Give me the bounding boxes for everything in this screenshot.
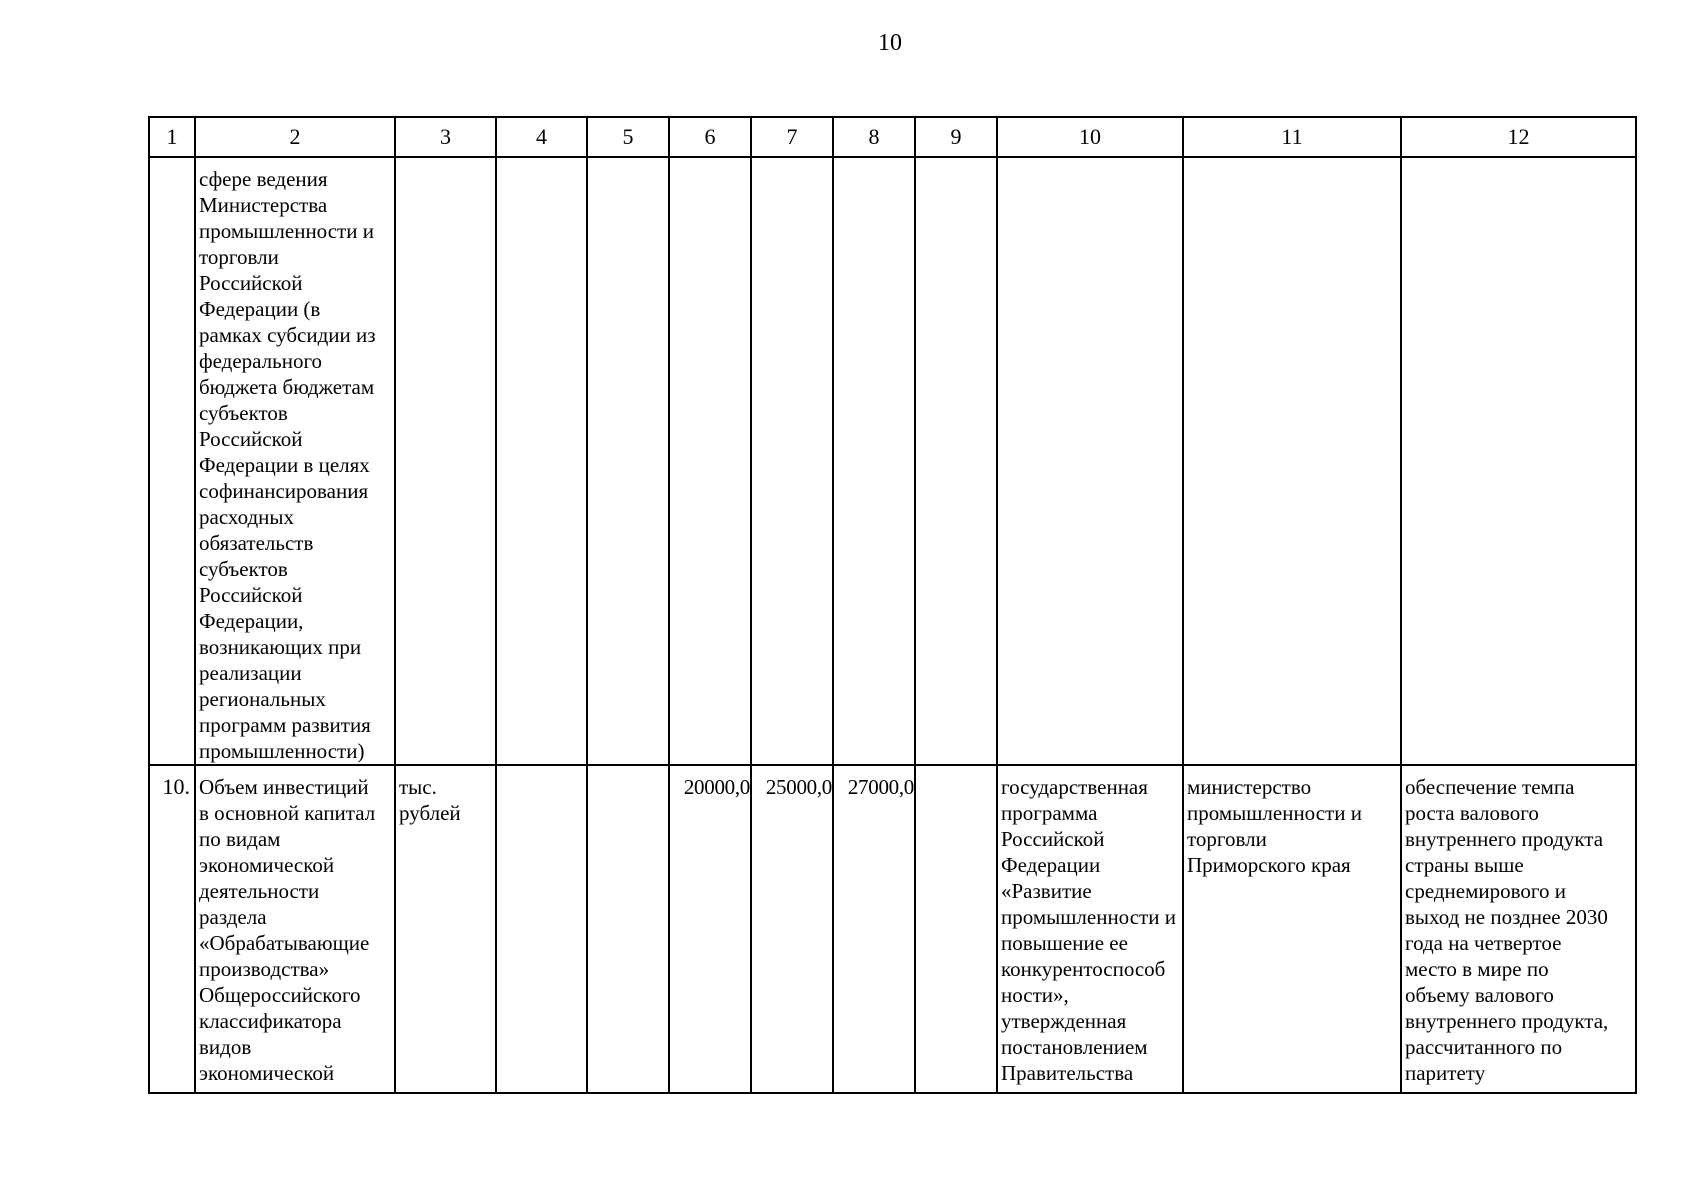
- unit-text: [396, 158, 495, 166]
- table-row: [149, 157, 1636, 765]
- column-number-row: [149, 117, 1636, 157]
- column-header: 2: [195, 117, 395, 157]
- cell-text: [497, 158, 586, 166]
- table-row: [149, 765, 1636, 1093]
- program-text: [998, 158, 1182, 166]
- indicator-name-cell: [195, 157, 395, 765]
- table-cell: [1183, 157, 1401, 765]
- cell-text: [588, 158, 668, 166]
- responsible-text: министерство промышленности и торговли Приморского края: [1187, 775, 1362, 877]
- column-header: 11: [1183, 117, 1401, 157]
- cell-text: [916, 766, 996, 774]
- indicator-name: сфере ведения Министерства промышленности и торговли Российской Федерации (в рамках субсидии из федерального бюджета бюджетам субъектов Российской Федерации в целях софинансирования расходных обязательств субъектов Российской Федерации, возникающих при реализации региональных программ развития промышленности): [199, 167, 376, 763]
- table-cell: [669, 157, 751, 765]
- table-cell: [587, 765, 669, 1093]
- unit-text: тыс. рублей: [399, 775, 461, 825]
- page-number: 10: [878, 30, 902, 56]
- column-header: 7: [751, 117, 833, 157]
- table-cell: [997, 765, 1183, 1093]
- column-header: 6: [669, 117, 751, 157]
- value-text: 25000,0: [765, 775, 832, 799]
- column-header: 4: [496, 117, 587, 157]
- table-cell: [833, 157, 915, 765]
- column-header: 1: [149, 117, 195, 157]
- program-text: государственная программа Российской Федерации «Развитие промышленности и повышение ее конкурентоспособ ности», утвержденная постановлением Правительства: [1001, 775, 1176, 1085]
- table-cell: [395, 157, 496, 765]
- column-header: 8: [833, 117, 915, 157]
- table-cell: [751, 765, 833, 1093]
- table-cell: [1183, 765, 1401, 1093]
- indicator-name-cell: [195, 765, 395, 1093]
- column-header: 12: [1401, 117, 1636, 157]
- table-cell: [496, 765, 587, 1093]
- responsible-text: [1184, 158, 1400, 166]
- column-header: 5: [587, 117, 669, 157]
- table-cell: [587, 157, 669, 765]
- value-text: 27000,0: [847, 775, 914, 799]
- table-cell: [833, 765, 915, 1093]
- column-header: 10: [997, 117, 1183, 157]
- table-cell: [915, 765, 997, 1093]
- value-text: 20000,0: [683, 775, 750, 799]
- column-header: 9: [915, 117, 997, 157]
- table-cell: [669, 765, 751, 1093]
- cell-text: [588, 766, 668, 774]
- table-cell: [395, 765, 496, 1093]
- column-header: 3: [395, 117, 496, 157]
- indicators-table: [148, 116, 1637, 1094]
- row-number-cell: [149, 765, 195, 1093]
- value-text: [670, 158, 750, 166]
- table-cell: [496, 157, 587, 765]
- indicator-name: Объем инвестиций в основной капитал по видам экономической деятельности раздела «Обрабатывающие производства» Общероссийского классификатора видов экономической: [199, 775, 376, 1085]
- table-cell: [997, 157, 1183, 765]
- table-cell: [751, 157, 833, 765]
- goal-text: обеспечение темпа роста валового внутреннего продукта страны выше среднемирового и выход не позднее 2030 года на четвертое место в мире по объему валового внутреннего продукта, рассчитанного по паритету: [1405, 775, 1609, 1085]
- value-text: [834, 158, 914, 166]
- row-number: [150, 158, 194, 166]
- row-number-cell: [149, 157, 195, 765]
- value-text: [752, 158, 832, 166]
- table-cell: [915, 157, 997, 765]
- cell-text: [916, 158, 996, 166]
- row-number: 10.: [162, 774, 190, 799]
- table-cell: [1401, 157, 1636, 765]
- cell-text: [497, 766, 586, 774]
- goal-text: [1402, 158, 1635, 166]
- table-cell: [1401, 765, 1636, 1093]
